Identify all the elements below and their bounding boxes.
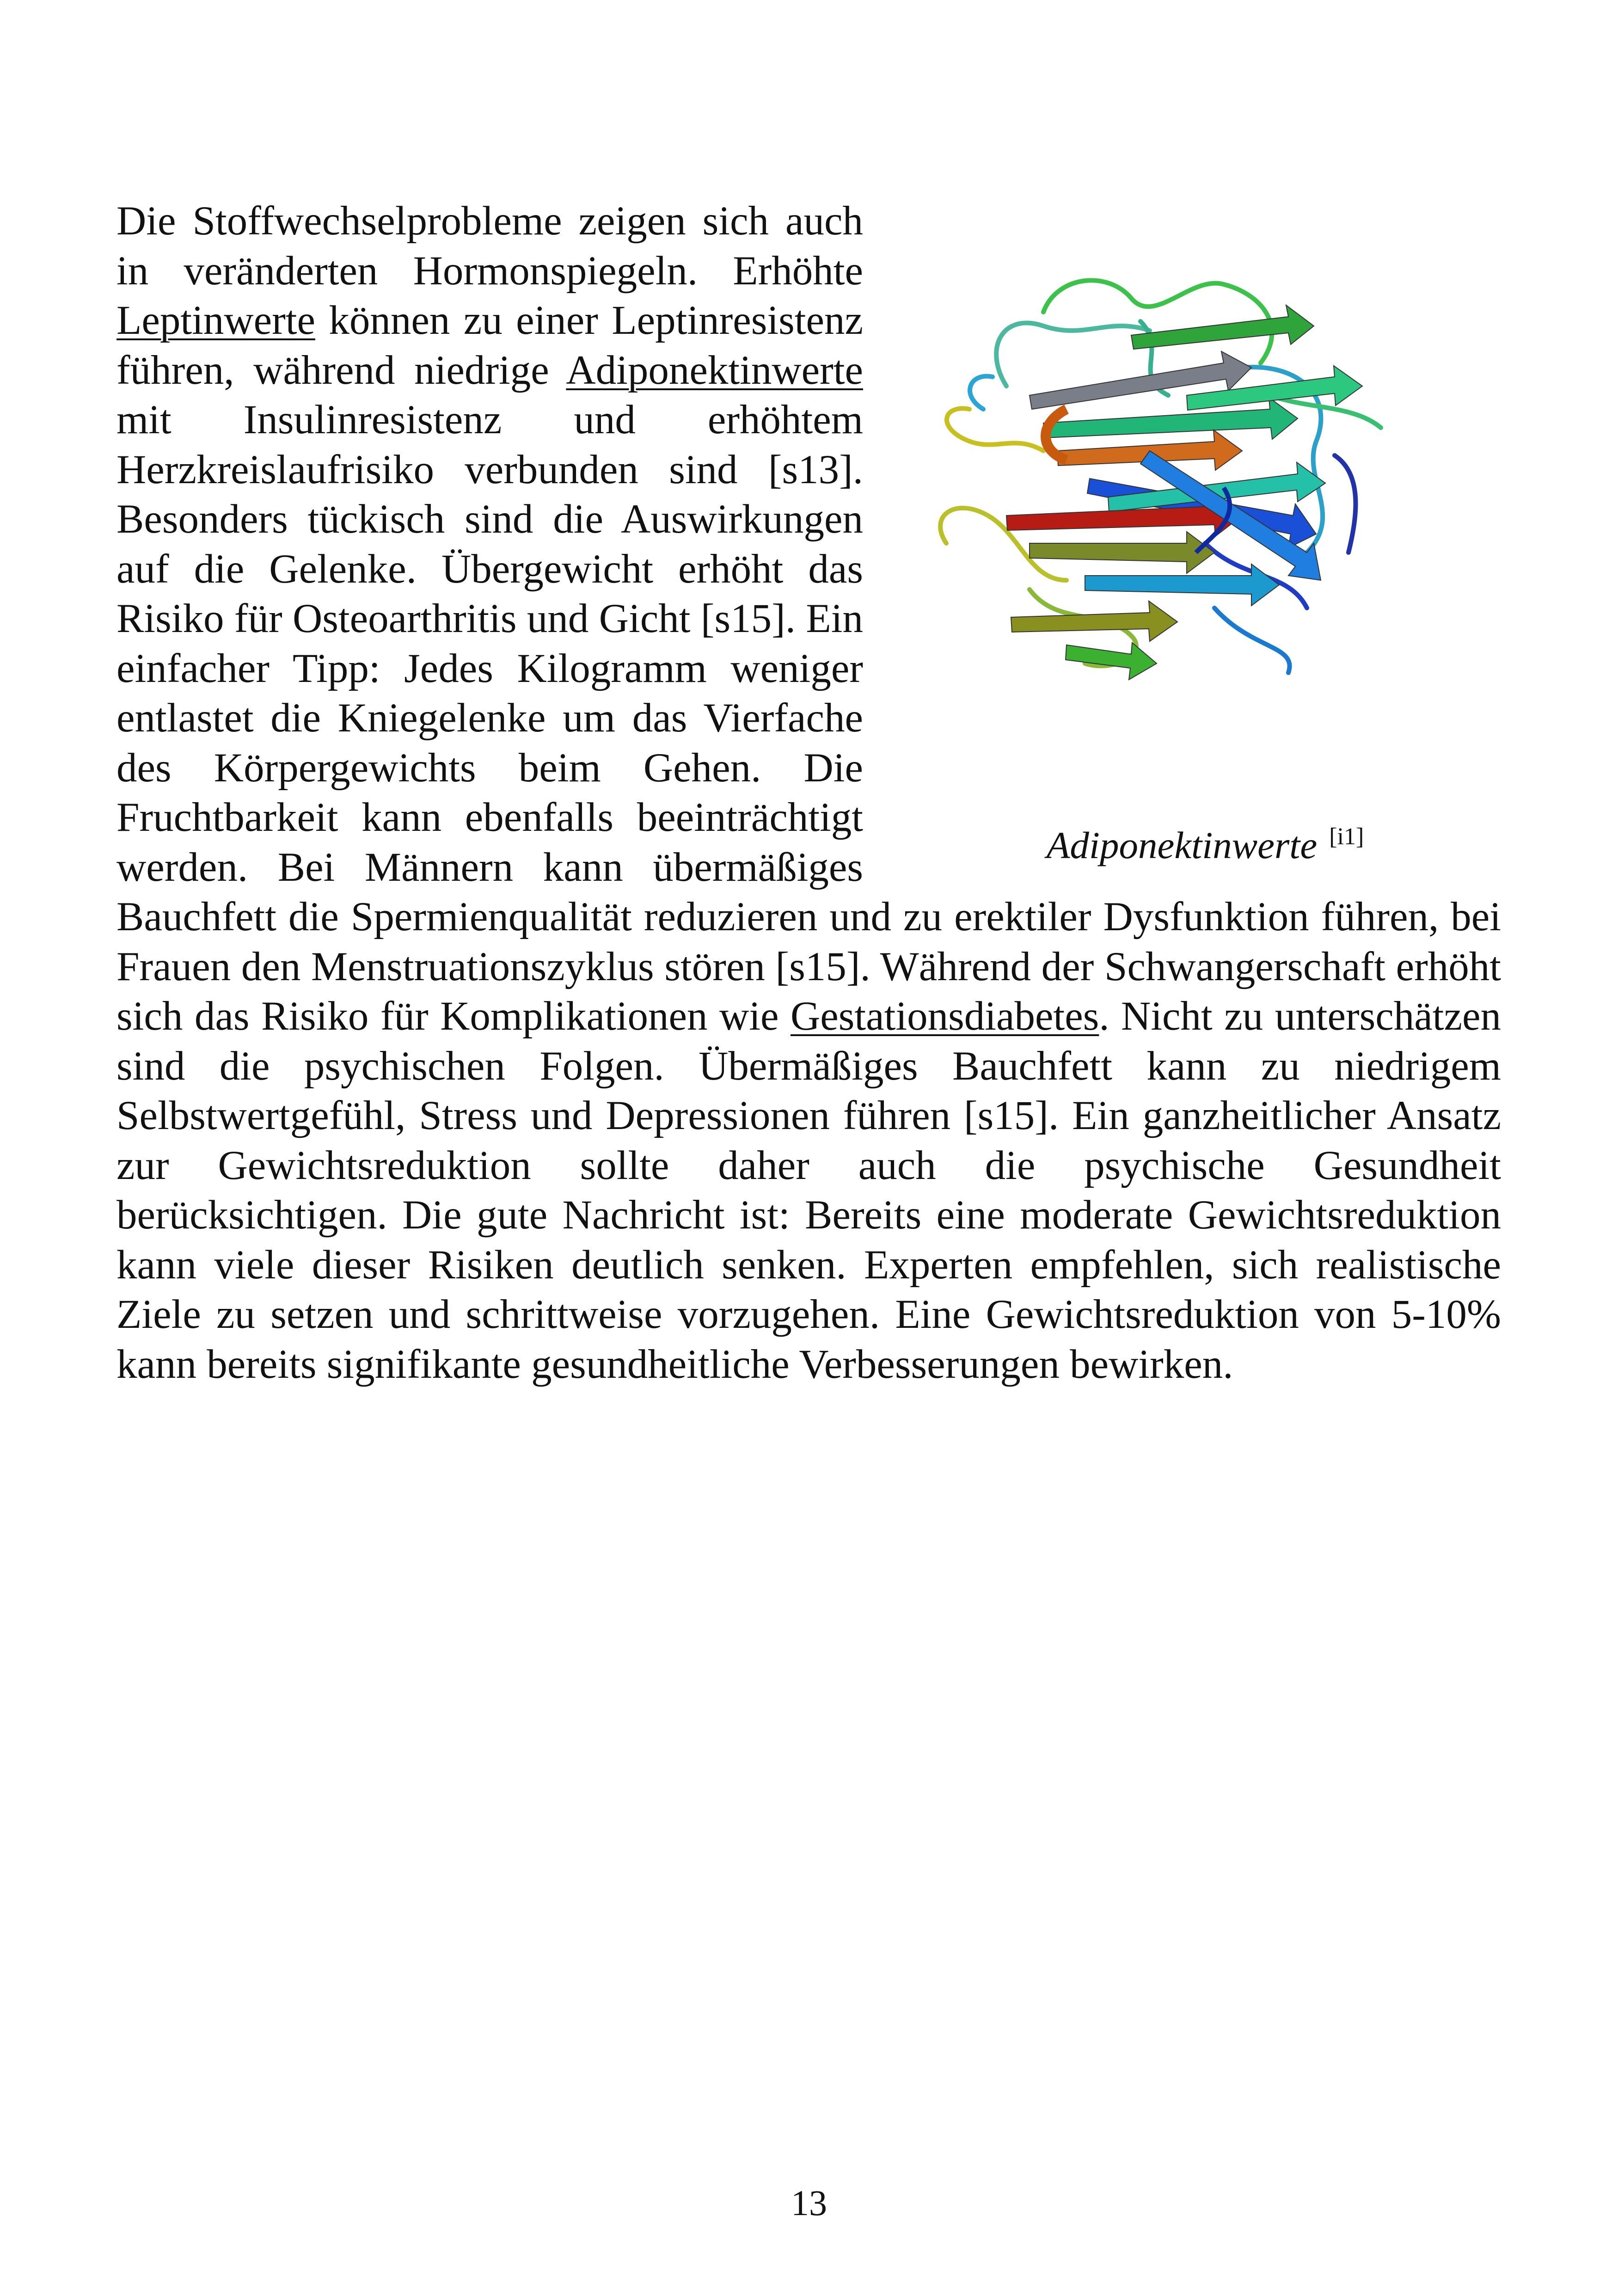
caption-reference: [i1] (1329, 823, 1364, 850)
body-text (116, 196, 1501, 1389)
body-text-part-3: mit Insulinresistenz und erhöhtem Herzkreislaufrisiko verbunden sind [s13]. Besonders tückisch sind die Auswirkungen auf die Gelenke. Übergewicht erhöht das Risiko für Osteoarthritis und Gicht [s15]. Ein einfacher Tipp: Jedes Kilogramm weniger entlastet die Kniegelenke um das Vierfache des Körpergewichts beim Gehen. Die Fruchtbarkeit kann ebenfalls beeinträchtigt werden. Bei Männern kann übermäßiges Bauchfett die Spermienqualität reduzieren und zu erektiler Dysfunktion führen, bei Frauen den Menstruationszyklus stören [s15]. Während der Schwangerschaft erhöht sich das Risiko für Komplikationen wie (116, 397, 1501, 1039)
body-text-part-1: Die Stoffwechselprobleme zeigen sich auch in veränderten Hormonspiegeln. Erhöhte (116, 198, 863, 294)
protein-structure-image (891, 257, 1483, 719)
body-text-part-2: können zu einer Leptinresistenz führen, während niedrige (116, 298, 863, 393)
link-adiponektinwerte[interactable]: Adiponektinwerte (566, 347, 863, 393)
caption-text: Adiponektinwerte (1046, 824, 1318, 866)
page-number: 13 (791, 2183, 827, 2223)
link-gestationsdiabetes[interactable]: Gestationsdiabetes (791, 994, 1099, 1039)
body-text-part-4: . Nicht zu unterschätzen sind die psychischen Folgen. Übermäßiges Bauchfett kann zu niedrigem Selbstwertgefühl, Stress und Depressionen führen [s15]. Ein ganzheitlicher Ansatz zur Gewichtsreduktion sollte daher auch die psychische Gesundheit berücksichtigen. Die gute Nachricht ist: Bereits eine moderate Gewichtsreduktion kann viele dieser Risiken deutlich senken. Experten empfehlen, sich realistische Ziele zu setzen und schrittweise vorzugehen. Eine Gewichtsreduktion von 5-10% kann bereits signifikante gesundheitliche Verbesserungen bewirken. (116, 994, 1501, 1387)
link-leptinwerte[interactable]: Leptinwerte (116, 298, 315, 343)
figure-caption (909, 814, 1501, 868)
figure (909, 196, 1501, 881)
